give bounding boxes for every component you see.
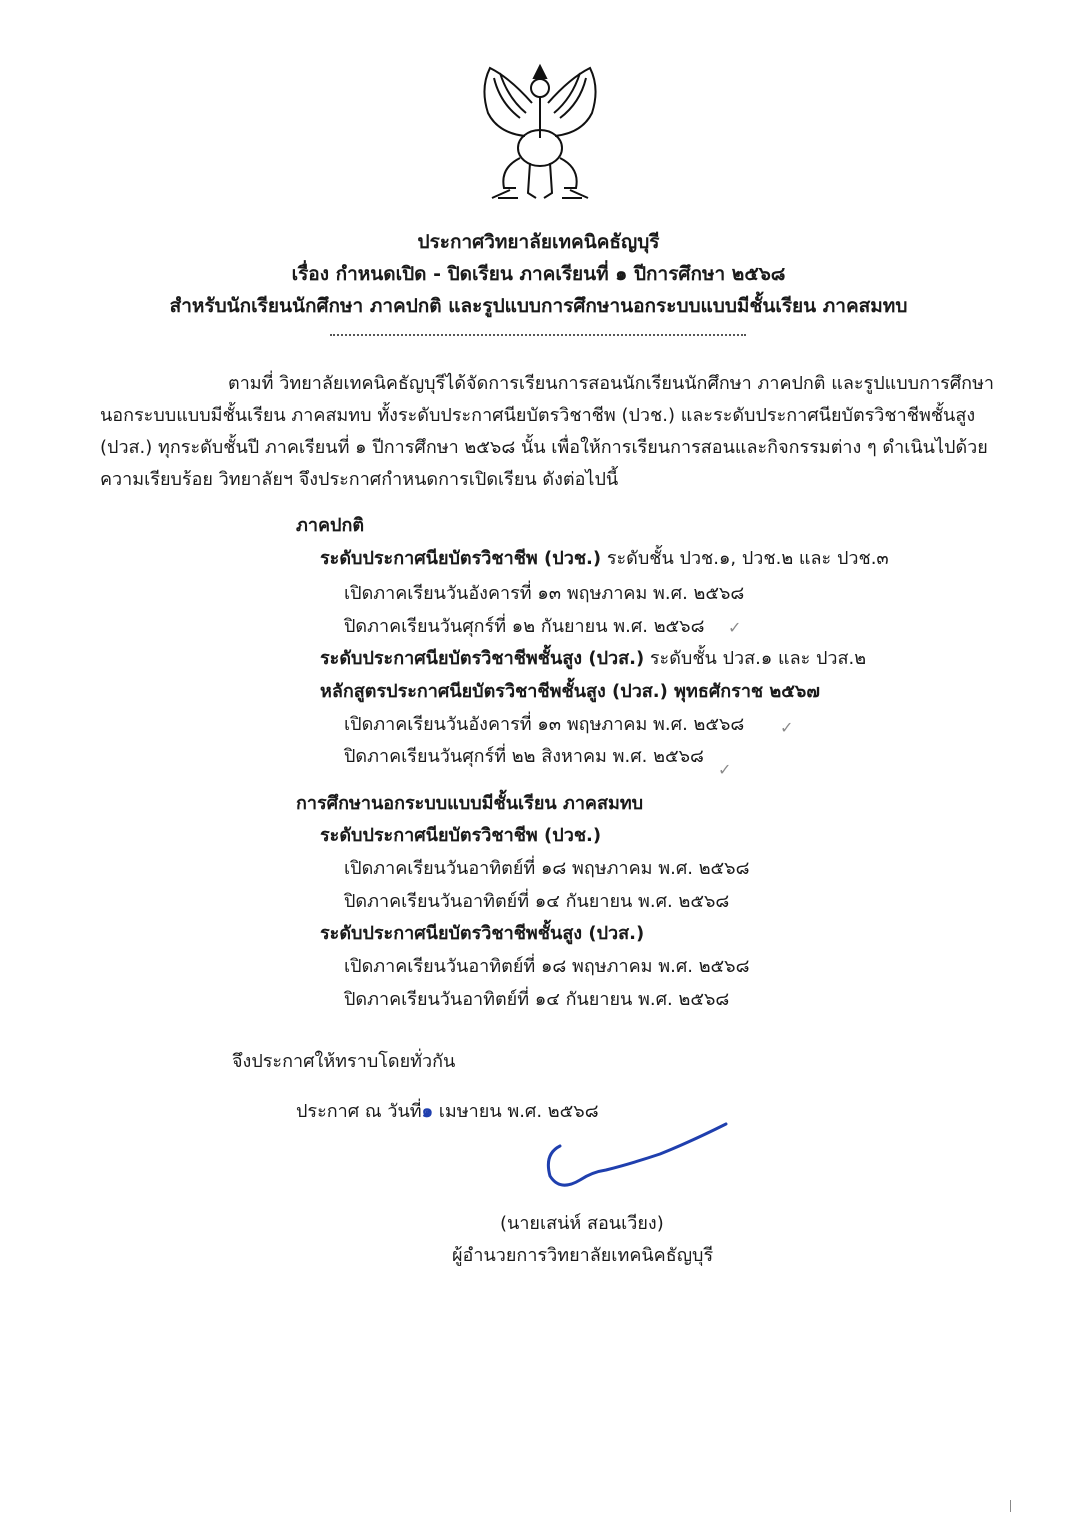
regular-pvc-close: ปิดภาคเรียนวันศุกร์ที่ ๑๒ กันยายน พ.ศ. ๒๕๖๘ — [344, 616, 705, 637]
preamble-line: ความเรียบร้อย วิทยาลัยฯ จึงประกาศกำหนดการเปิดเรียน ดังต่อไปนี้ — [100, 469, 619, 490]
announcement-date-suffix: เมษายน พ.ศ. ๒๕๖๘ — [433, 1101, 599, 1122]
nonformal-pvc-open: เปิดภาคเรียนวันอาทิตย์ที่ ๑๘ พฤษภาคม พ.ศ. ๒๕๖๘ — [344, 858, 750, 879]
check-mark-icon: ✓ — [780, 718, 794, 737]
preamble-line: (ปวส.) ทุกระดับชั้นปี ภาคเรียนที่ ๑ ปีการศึกษา ๒๕๖๘ นั้น เพื่อให้การเรียนการสอนและกิจกรรมต่าง ๆ ดำเนินไปด้วย — [100, 437, 988, 458]
announcement-audience: สำหรับนักเรียนนักศึกษา ภาคปกติ และรูปแบบการศึกษานอกระบบแบบมีชั้นเรียน ภาคสมทบ — [169, 295, 908, 317]
regular-pvs-level-name: ระดับประกาศนียบัตรวิชาชีพชั้นสูง (ปวส.) — [320, 648, 645, 669]
edge-mark — [1010, 1500, 1011, 1512]
regular-pvs-level — [320, 645, 866, 673]
announcement-date-day: ๑ — [421, 1101, 434, 1122]
preamble-line: นอกระบบแบบมีชั้นเรียน ภาคสมทบ ทั้งระดับประกาศนียบัตรวิชาชีพ (ปวช.) และระดับประกาศนียบัตรวิชาชีพชั้นสูง — [100, 405, 976, 426]
signer-title: ผู้อำนวยการวิทยาลัยเทคนิคธัญบุรี — [452, 1245, 714, 1266]
announcement-subject: เรื่อง กำหนดเปิด - ปิดเรียน ภาคเรียนที่ ๑ ปีการศึกษา ๒๕๖๘ — [291, 263, 786, 285]
check-mark-icon: ✓ — [718, 760, 732, 779]
regular-pvc-level-classes: ระดับชั้น ปวช.๑, ปวช.๒ และ ปวช.๓ — [601, 548, 889, 569]
regular-pvs-open: เปิดภาคเรียนวันอังคารที่ ๑๓ พฤษภาคม พ.ศ. ๒๕๖๘ — [344, 714, 745, 735]
announcement-date-prefix: ประกาศ ณ วันที่ — [296, 1101, 422, 1122]
preamble-paragraph — [100, 368, 1000, 496]
signature — [540, 1118, 740, 1198]
nonformal-pvs-level: ระดับประกาศนียบัตรวิชาชีพชั้นสูง (ปวส.) — [320, 923, 645, 944]
regular-pvs-curriculum: หลักสูตรประกาศนียบัตรวิชาชีพชั้นสูง (ปวส.) พุทธศักราช ๒๕๖๗ — [320, 681, 820, 702]
signer-name: (นายเสน่ห์ สอนเวียง) — [500, 1213, 664, 1234]
preamble-line: ตามที่ วิทยาลัยเทคนิคธัญบุรีได้จัดการเรียนการสอนนักเรียนนักศึกษา ภาคปกติ และรูปแบบการศึกษา — [228, 373, 995, 394]
regular-pvs-level-classes: ระดับชั้น ปวส.๑ และ ปวส.๒ — [644, 648, 867, 669]
title-block — [0, 226, 1077, 322]
regular-pvs-close: ปิดภาคเรียนวันศุกร์ที่ ๒๒ สิงหาคม พ.ศ. ๒๕๖๘ — [344, 746, 704, 767]
announcement-title: ประกาศวิทยาลัยเทคนิคธัญบุรี — [417, 231, 660, 253]
nonformal-pvs-close: ปิดภาคเรียนวันอาทิตย์ที่ ๑๔ กันยายน พ.ศ. ๒๕๖๘ — [344, 989, 730, 1010]
check-mark-icon: ✓ — [728, 618, 742, 637]
nonformal-heading: การศึกษานอกระบบแบบมีชั้นเรียน ภาคสมทบ — [296, 793, 644, 814]
regular-pvc-level-name: ระดับประกาศนียบัตรวิชาชีพ (ปวช.) — [320, 548, 602, 569]
dotted-separator — [330, 334, 746, 336]
regular-pvc-level — [320, 545, 889, 573]
garuda-emblem-icon — [470, 58, 610, 208]
closing-notice: จึงประกาศให้ทราบโดยทั่วกัน — [232, 1051, 456, 1072]
nonformal-pvc-level: ระดับประกาศนียบัตรวิชาชีพ (ปวช.) — [320, 825, 602, 846]
nonformal-pvs-open: เปิดภาคเรียนวันอาทิตย์ที่ ๑๘ พฤษภาคม พ.ศ. ๒๕๖๘ — [344, 956, 750, 977]
regular-pvc-open: เปิดภาคเรียนวันอังคารที่ ๑๓ พฤษภาคม พ.ศ. ๒๕๖๘ — [344, 583, 745, 604]
regular-heading: ภาคปกติ — [296, 515, 365, 536]
nonformal-pvc-close: ปิดภาคเรียนวันอาทิตย์ที่ ๑๔ กันยายน พ.ศ. ๒๕๖๘ — [344, 891, 730, 912]
